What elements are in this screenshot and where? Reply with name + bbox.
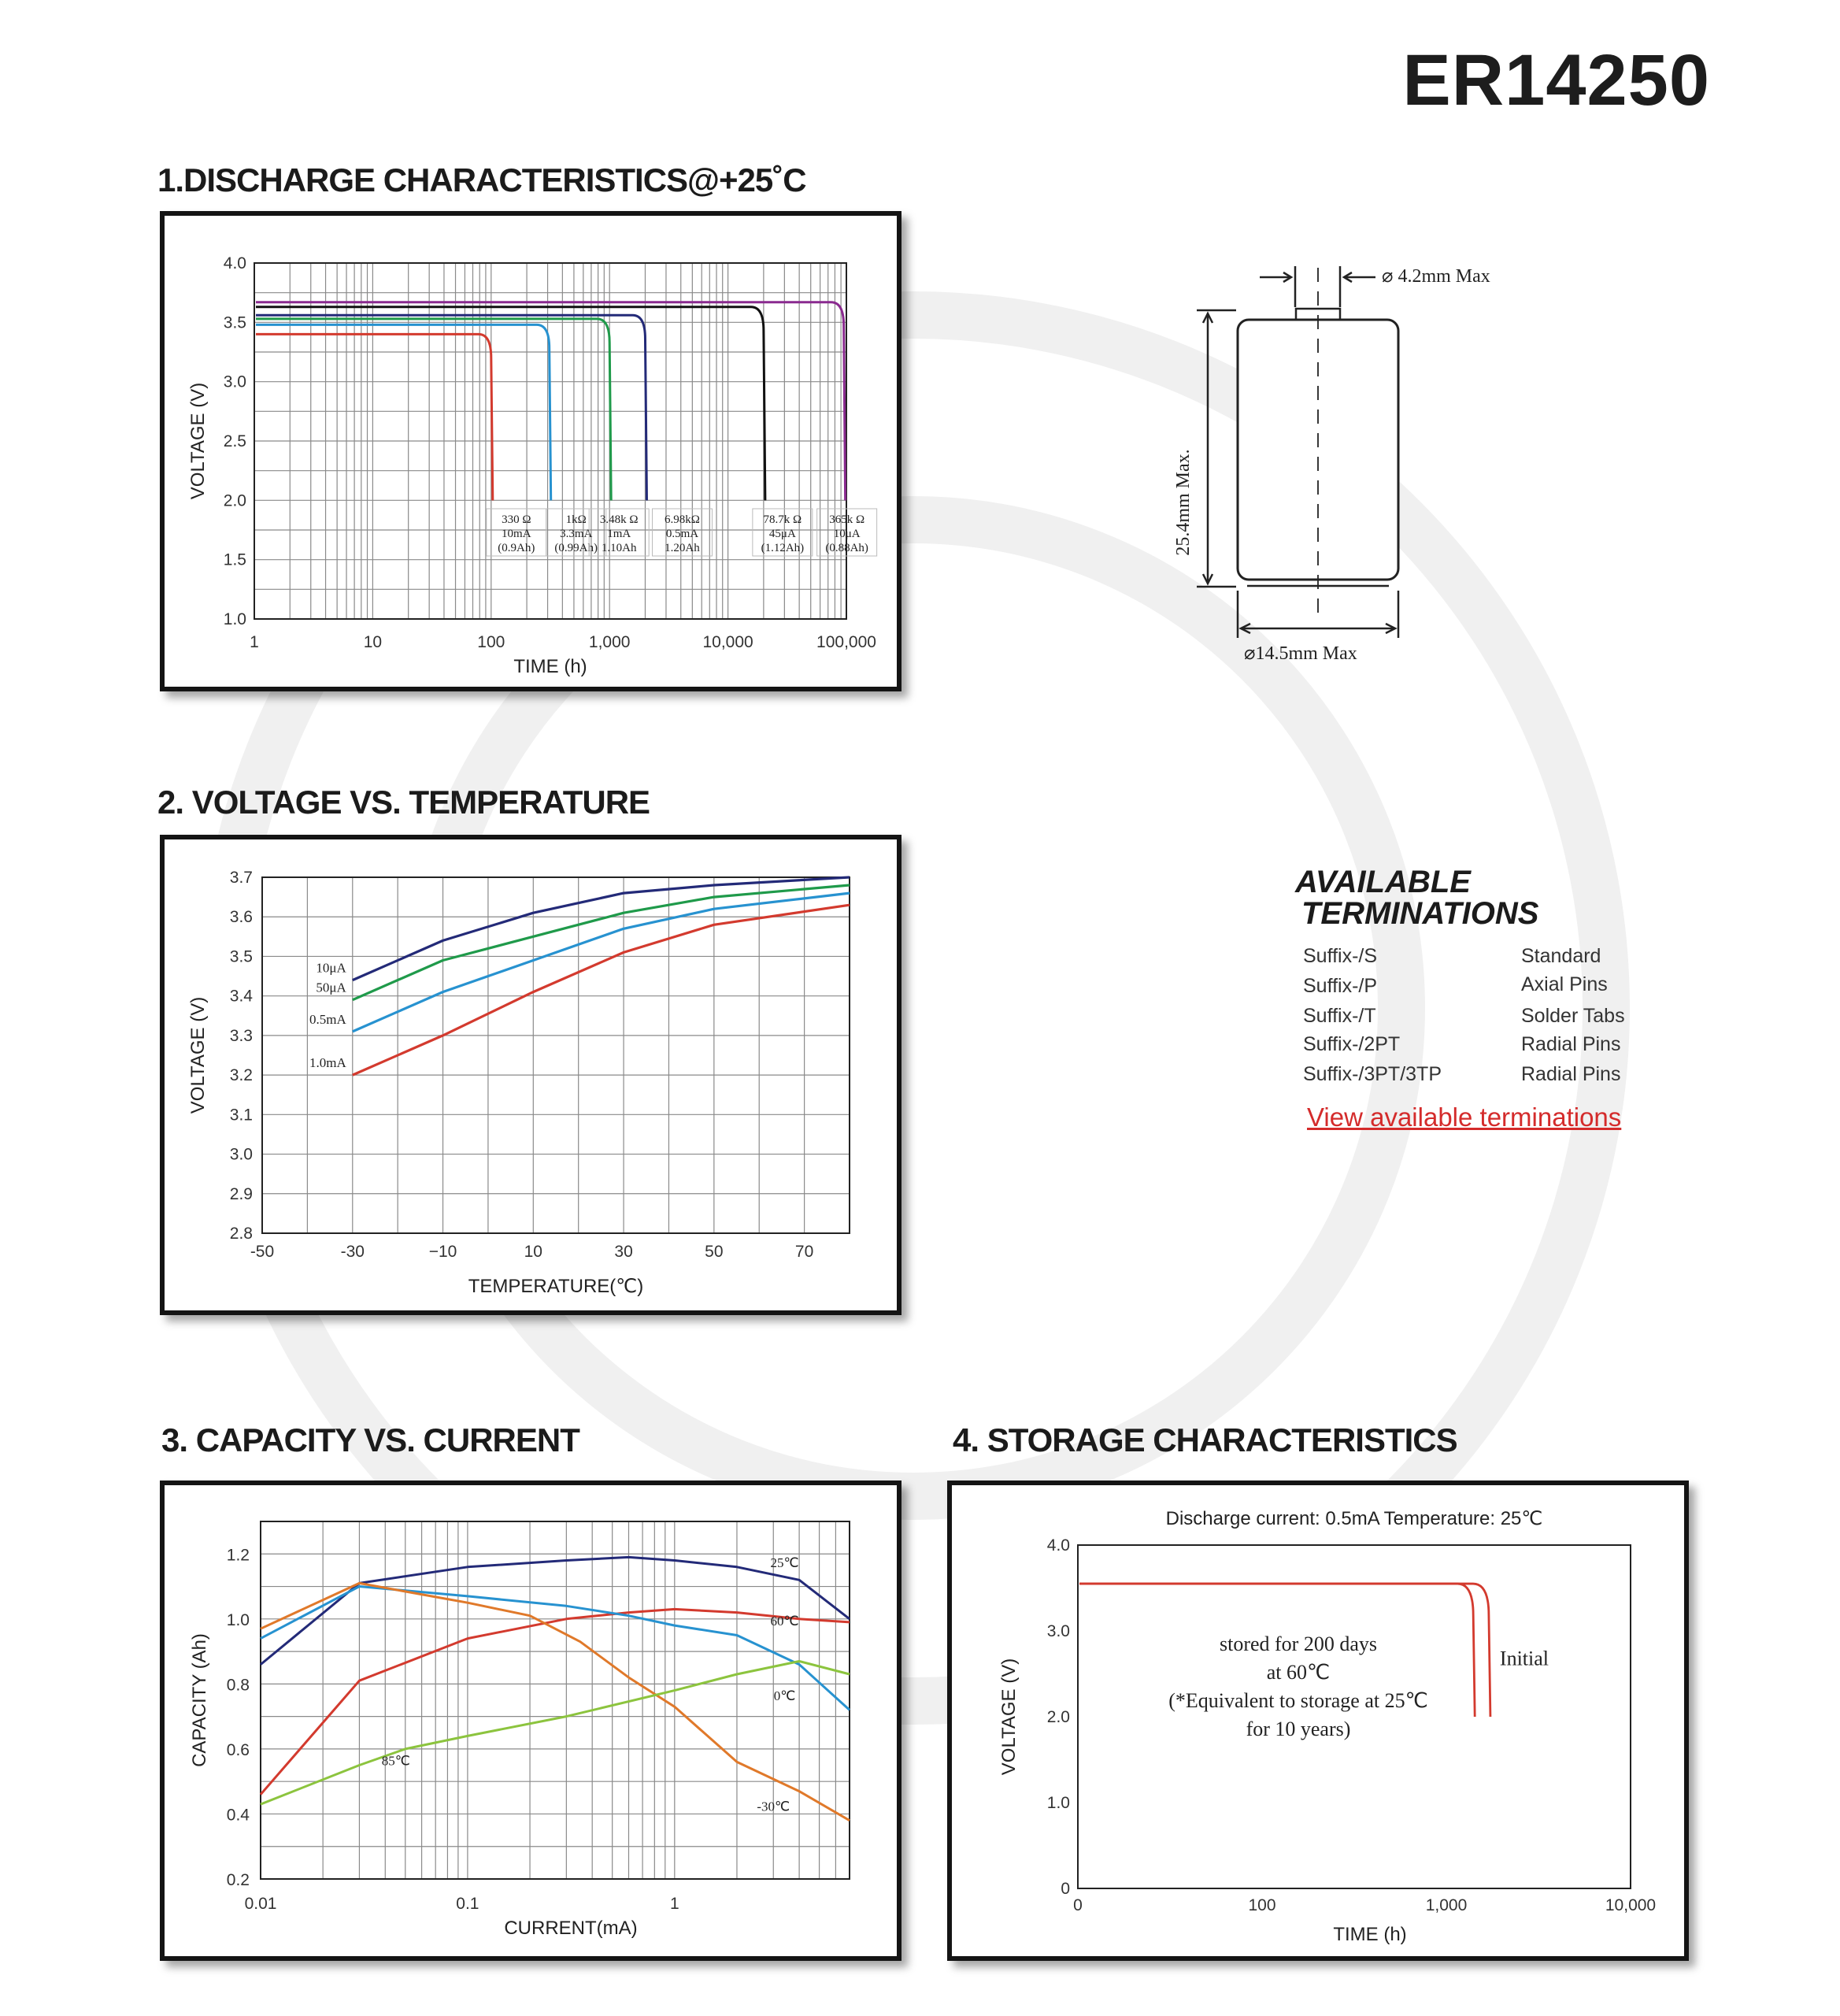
view-terminations-link[interactable]: View available terminations [1307,1102,1622,1132]
x-tick-label: -50 [250,1243,275,1261]
x-tick-label: 10 [524,1243,542,1261]
terminations-title-line2: TERMINATIONS [1301,896,1539,931]
y-tick-label: 2.9 [229,1184,253,1203]
x-tick-label: 30 [614,1243,633,1261]
battery-dimension-drawing [1165,252,1543,677]
x-tick-label: 1 [250,633,259,651]
discharge-series-label: 1.20Ah [665,542,700,554]
series-label: 60℃ [770,1614,799,1629]
termination-suffix: Suffix-/3PT/3TP [1303,1063,1442,1085]
terminations-title-line1: AVAILABLE [1295,865,1471,899]
chart-subtitle: Discharge current: 0.5mA Temperature: 25℃ [1165,1508,1543,1529]
termination-type: Solder Tabs [1521,1005,1625,1027]
y-tick-label: 1.2 [226,1546,250,1565]
series-label: 10μA [316,960,346,976]
y-tick-label: 3.0 [229,1145,253,1164]
discharge-series-label: (0.9Ah) [498,542,535,554]
x-tick-label: 10 [363,633,383,651]
discharge-series-label: 3.3mA [560,528,593,540]
y-tick-label: 0.2 [226,1871,250,1889]
y-tick-label: 0.8 [226,1676,250,1695]
y-tick-label: 3.0 [223,372,246,391]
plot-frame [261,1521,850,1879]
model-title: ER14250 [1402,40,1710,120]
x-tick-label: 1,000 [1425,1896,1468,1914]
y-tick-label: 1.5 [223,550,246,569]
y-tick-label: 3.0 [1046,1622,1070,1640]
y-tick-label: 3.6 [229,908,253,927]
y-tick-label: 1.0 [1046,1794,1070,1812]
y-tick-label: 3.5 [229,947,253,966]
x-tick-label: 100 [477,633,505,651]
storage-chart [952,1485,1684,1956]
discharge-series-label: 1kΩ [565,513,587,526]
capacity-curve-85℃ [261,1662,850,1805]
discharge-series-label: 78.7k Ω [763,513,802,526]
section-title-storage: 4. STORAGE CHARACTERISTICS [953,1421,1457,1458]
y-tick-label: 0.6 [226,1740,250,1759]
x-tick-label: 1,000 [588,633,631,651]
discharge-series-label: 45μA [768,528,796,540]
termination-suffix: Suffix-/T [1303,1005,1376,1027]
plot-frame [1078,1545,1631,1888]
discharge-series-label: 1.10Ah [601,542,637,554]
x-axis-label: TIME (h) [1333,1924,1407,1945]
y-tick-label: 0 [1061,1880,1070,1898]
y-axis-label: VOLTAGE (V) [998,1658,1020,1776]
discharge-chart [165,216,897,687]
voltage-temperature-chart-panel [160,835,901,1315]
discharge-series-label: 330 Ω [502,513,531,526]
terminations-title [1295,866,1538,929]
height-label: 25.4mm Max. [1173,449,1194,556]
x-tick-label: −10 [428,1243,457,1261]
discharge-curve-1kΩ [256,324,551,500]
storage-annotation: stored for 200 days [1219,1632,1378,1655]
x-tick-label: 0.01 [244,1895,277,1913]
voltage-temperature-chart [165,839,897,1310]
storage-annotation: for 10 years) [1246,1718,1351,1740]
discharge-series-label: 10μA [833,528,861,540]
y-tick-label: 1.0 [223,610,246,628]
discharge-series-label: 10mA [502,528,531,540]
section-title-capacity-current: 3. CAPACITY VS. CURRENT [161,1421,579,1458]
y-tick-label: 3.5 [223,313,246,332]
discharge-series-label: 365k Ω [829,513,865,526]
discharge-curve-330Ω [256,334,493,500]
y-tick-label: 2.5 [223,432,246,450]
y-axis-label: VOLTAGE (V) [187,382,209,500]
y-tick-label: 1.0 [226,1610,250,1629]
section-title-discharge: 1.DISCHARGE CHARACTERISTICS@+25˚C [157,161,806,198]
termination-suffix: Suffix-/P [1303,975,1378,997]
discharge-curve-78.7kΩ [256,307,765,501]
termination-type: Radial Pins [1521,1063,1621,1085]
y-tick-label: 3.2 [229,1066,253,1085]
series-label: 50μA [316,980,346,995]
series-label: 85℃ [381,1753,410,1769]
capacity-curve-60℃ [261,1609,850,1794]
capacity-current-chart-panel [160,1480,901,1961]
discharge-series-label: 6.98kΩ [665,513,700,526]
discharge-series-label: 3.48k Ω [599,513,639,526]
series-label: -30℃ [757,1799,790,1814]
top-diameter-label: ⌀ 4.2mm Max [1382,266,1490,287]
y-tick-label: 3.4 [229,987,253,1006]
termination-type: Radial Pins [1521,1033,1621,1055]
storage-annotation: (*Equivalent to storage at 25℃ [1168,1689,1428,1712]
termination-suffix: Suffix-/2PT [1303,1033,1401,1055]
section-title-voltage-temperature: 2. VOLTAGE VS. TEMPERATURE [157,784,650,821]
y-axis-label: CAPACITY (Ah) [189,1633,210,1767]
discharge-series-label: (0.88Ah) [825,542,868,554]
y-tick-label: 4.0 [223,254,246,272]
y-tick-label: 2.8 [229,1225,253,1243]
discharge-curve-3.48kΩ [256,319,611,501]
y-axis-label: VOLTAGE (V) [187,996,209,1114]
x-axis-label: CURRENT(mA) [504,1918,638,1939]
y-tick-label: 3.1 [229,1106,253,1125]
series-label: 0℃ [773,1688,796,1703]
discharge-series-label: 0.5mA [665,528,699,540]
y-tick-label: 0.4 [226,1806,250,1825]
x-tick-label: 100,000 [816,633,876,651]
termination-suffix: Suffix-/S [1303,945,1378,967]
x-axis-label: TEMPERATURE(℃) [468,1276,644,1297]
termination-type: Standard [1521,945,1601,967]
series-label: 1.0mA [309,1055,346,1071]
series-label: 0.5mA [309,1011,346,1027]
storage-annotation: at 60℃ [1266,1661,1331,1684]
x-tick-label: 10,000 [702,633,753,651]
x-tick-label: 70 [794,1243,814,1261]
body-diameter-label: ⌀14.5mm Max [1244,643,1357,664]
y-tick-label: 2.0 [223,491,246,510]
x-tick-label: 1 [669,1895,679,1913]
capacity-curve-25℃ [261,1557,850,1664]
x-tick-label: 0 [1073,1896,1083,1914]
discharge-series-label: 1mA [607,528,631,540]
x-tick-label: 50 [705,1243,724,1261]
x-tick-label: 100 [1248,1896,1276,1914]
x-tick-label: 0.1 [456,1895,479,1913]
x-tick-label: 10,000 [1605,1896,1657,1914]
discharge-series-label: (0.99Ah) [554,542,598,554]
termination-type: Axial Pins [1521,973,1608,995]
y-tick-label: 3.3 [229,1026,253,1045]
x-axis-label: TIME (h) [513,656,587,677]
series-label: Initial [1499,1647,1549,1670]
x-tick-label: -30 [340,1243,365,1261]
capacity-current-chart [165,1485,897,1956]
discharge-series-label: (1.12Ah) [761,542,805,554]
y-tick-label: 2.0 [1046,1708,1070,1726]
discharge-curve-6.98kΩ [256,315,646,500]
series-label: 25℃ [770,1555,799,1570]
y-tick-label: 3.7 [229,869,253,887]
discharge-chart-panel [160,211,901,691]
storage-chart-panel [947,1480,1689,1961]
y-tick-label: 4.0 [1046,1536,1070,1555]
vtemp-curve-1.0mA [353,905,850,1075]
